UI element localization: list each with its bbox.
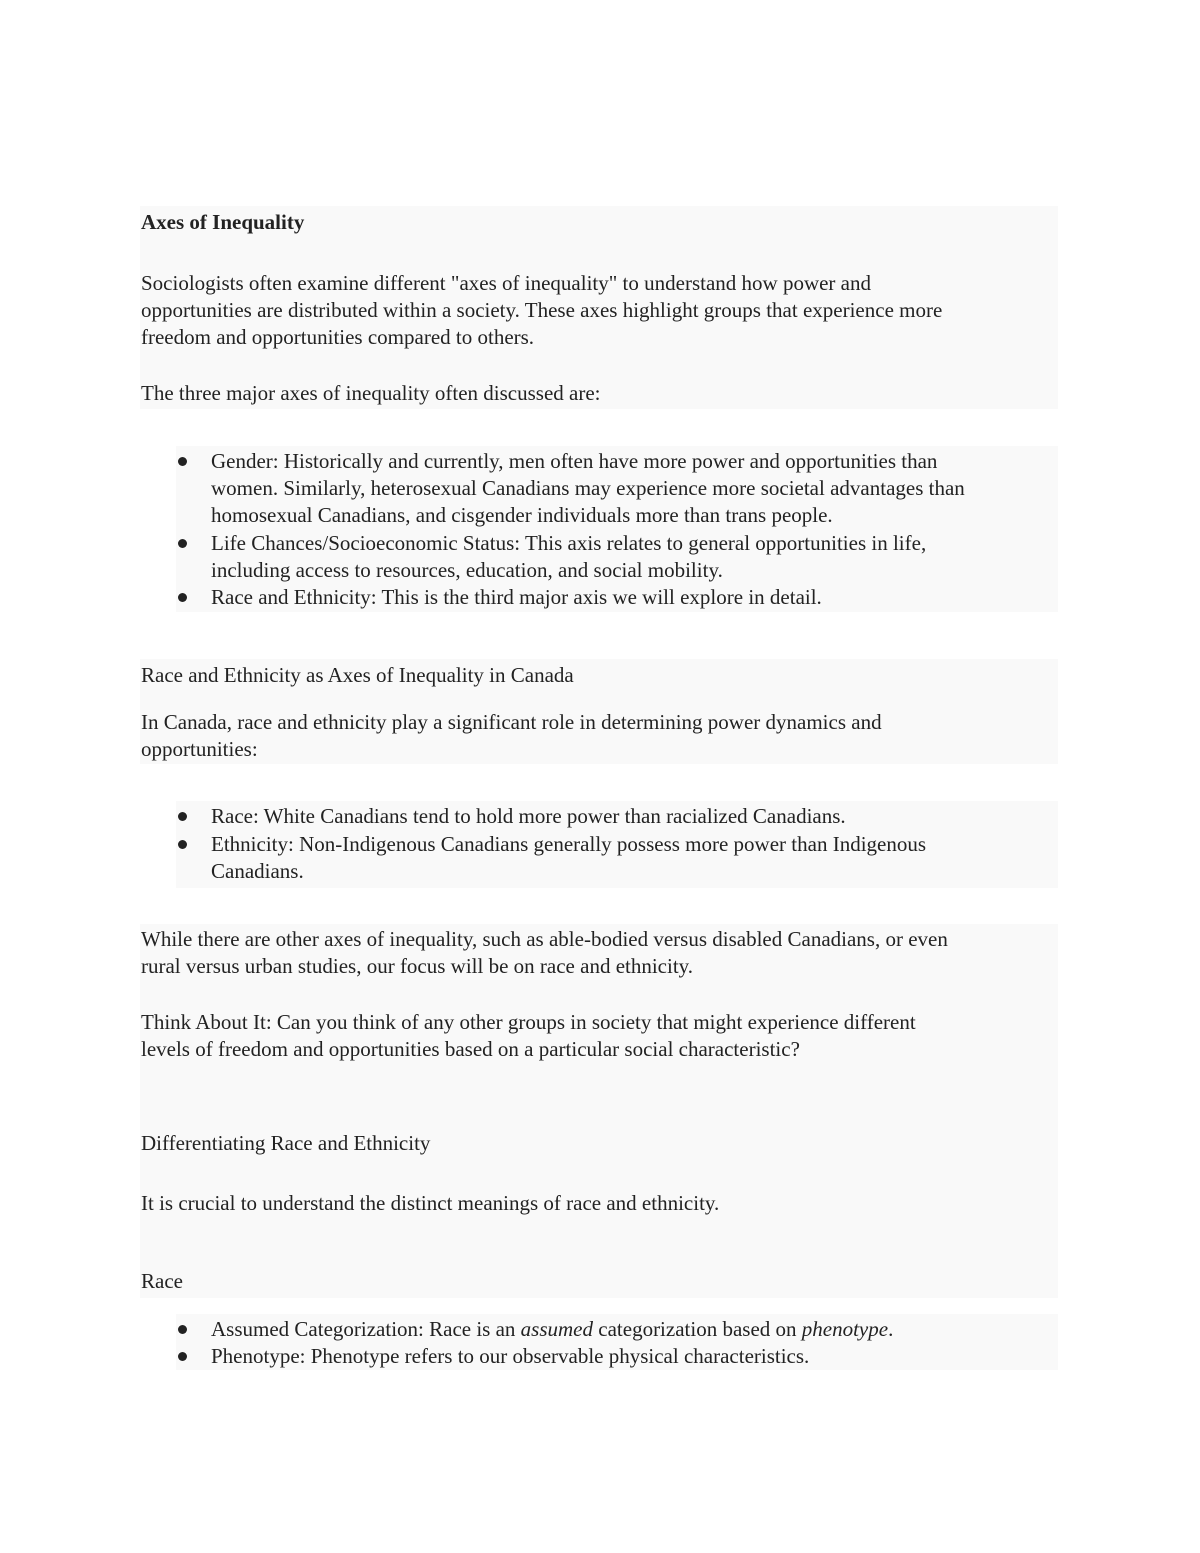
list-item-text: categorization based on — [593, 1317, 802, 1341]
section2-closing-background — [140, 924, 1058, 1298]
list-item-line: Ethnicity: Non-Indigenous Canadians generally possess more power than Indigenous — [211, 832, 927, 856]
list-item-line: Phenotype: Phenotype refers to our observable physical characteristics. — [211, 1344, 810, 1368]
bullet-icon — [178, 840, 187, 849]
paragraph-line: Sociologists often examine different "axes of inequality" to understand how power and — [141, 271, 871, 295]
bullet-icon — [178, 457, 187, 466]
list-item-line — [211, 1316, 893, 1343]
list-item-line: including access to resources, education, and social mobility. — [211, 558, 723, 582]
think-about-it-line: levels of freedom and opportunities based on a particular social characteristic? — [141, 1037, 800, 1061]
paragraph-lead: The three major axes of inequality often discussed are: — [141, 381, 601, 405]
list-item-text: Assumed Categorization: Race is an — [211, 1317, 521, 1341]
paragraph-line: opportunities are distributed within a society. These axes highlight groups that experience more — [141, 298, 943, 322]
paragraph-line: opportunities: — [141, 737, 258, 761]
paragraph-line: It is crucial to understand the distinct meanings of race and ethnicity. — [141, 1191, 720, 1215]
paragraph-line: freedom and opportunities compared to others. — [141, 325, 535, 349]
paragraph-line: In Canada, race and ethnicity play a significant role in determining power dynamics and — [141, 710, 882, 734]
list-item-line: women. Similarly, heterosexual Canadians may experience more societal advantages than — [211, 476, 965, 500]
bullet-icon — [178, 1325, 187, 1334]
paragraph-line: While there are other axes of inequality, such as able-bodied versus disabled Canadians, or even — [141, 927, 948, 951]
think-about-it-line: Think About It: Can you think of any other groups in society that might experience different — [141, 1010, 916, 1034]
emphasis-text: assumed — [520, 1317, 594, 1341]
list-item-line: Canadians. — [211, 859, 304, 883]
list-item-text: . — [888, 1317, 894, 1341]
paragraph-line: rural versus urban studies, our focus will be on race and ethnicity. — [141, 954, 694, 978]
bullet-icon — [178, 539, 187, 548]
list-item-line: Gender: Historically and currently, men often have more power and opportunities than — [211, 449, 938, 473]
list-item-line: Life Chances/Socioeconomic Status: This axis relates to general opportunities in life, — [211, 531, 927, 555]
section-title-race-ethnicity-canada: Race and Ethnicity as Axes of Inequality in Canada — [141, 663, 574, 687]
subheading-race: Race — [141, 1269, 183, 1293]
bullet-icon — [178, 593, 187, 602]
emphasis-text: phenotype — [801, 1317, 889, 1341]
list-item-line: Race and Ethnicity: This is the third major axis we will explore in detail. — [211, 585, 822, 609]
list-item-line: Race: White Canadians tend to hold more power than racialized Canadians. — [211, 804, 846, 828]
section-title-differentiating: Differentiating Race and Ethnicity — [141, 1131, 431, 1155]
list-item-line: homosexual Canadians, and cisgender individuals more than trans people. — [211, 503, 833, 527]
bullet-icon — [178, 1352, 187, 1361]
bullet-icon — [178, 812, 187, 821]
section-title-axes-of-inequality: Axes of Inequality — [141, 210, 305, 234]
